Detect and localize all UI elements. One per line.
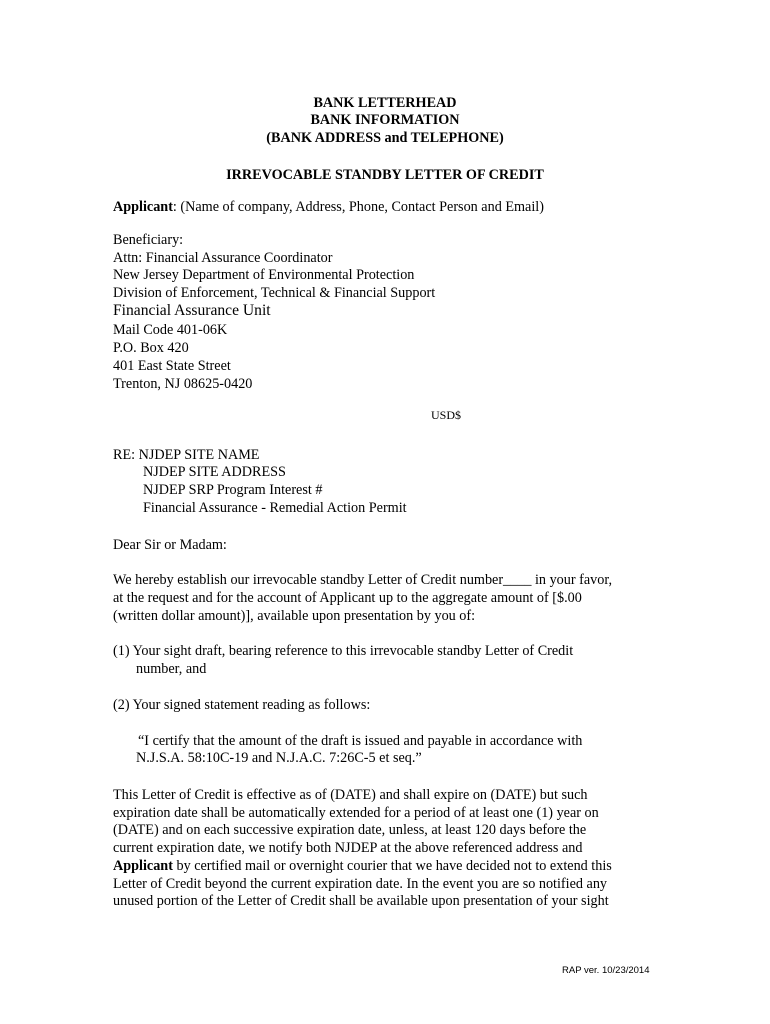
para1-line-1: We hereby establish our irrevocable standby Letter of Credit number____ in your favor, bbox=[113, 572, 613, 588]
para2-applicant-bold: Applicant bbox=[113, 858, 173, 874]
applicant-text: : (Name of company, Address, Phone, Contact Person and Email) bbox=[172, 199, 544, 215]
para2-line-1: This Letter of Credit is effective as of (DATE) and shall expire on (DATE) but such bbox=[113, 787, 588, 803]
beneficiary-unit: Financial Assurance Unit bbox=[113, 302, 271, 319]
quote-line-2: N.J.S.A. 58:10C-19 and N.J.A.C. 7:26C-5 et seq.” bbox=[136, 750, 422, 766]
re-line-4: Financial Assurance - Remedial Action Permit bbox=[143, 500, 407, 516]
para2-line-4: current expiration date, we notify both NJDEP at the above referenced address and bbox=[113, 840, 583, 856]
beneficiary-po-box: P.O. Box 420 bbox=[113, 340, 189, 356]
letterhead-line-2: BANK INFORMATION bbox=[310, 112, 460, 128]
para1-line-2: at the request and for the account of Applicant up to the aggregate amount of [$.00 bbox=[113, 590, 582, 606]
quote-line-1: “I certify that the amount of the draft is issued and payable in accordance with bbox=[138, 733, 583, 749]
item2-line-1: (2) Your signed statement reading as follows: bbox=[113, 697, 371, 713]
re-line-1: RE: NJDEP SITE NAME bbox=[113, 447, 260, 463]
item1-line-2: number, and bbox=[136, 661, 207, 677]
currency-label: USD$ bbox=[431, 408, 462, 422]
para2-line-5-rest: by certified mail or overnight courier that we have decided not to extend this bbox=[172, 858, 612, 874]
para1-line-3: (written dollar amount)], available upon presentation by you of: bbox=[113, 608, 476, 624]
beneficiary-mail-code: Mail Code 401-06K bbox=[113, 322, 228, 338]
letterhead-line-3: (BANK ADDRESS and TELEPHONE) bbox=[266, 130, 504, 146]
para2-line-2: expiration date shall be automatically extended for a period of at least one (1) year on bbox=[113, 805, 599, 821]
para2-line-7: unused portion of the Letter of Credit shall be available upon presentation of your sight bbox=[113, 893, 609, 909]
letterhead-line-1: BANK LETTERHEAD bbox=[313, 95, 457, 111]
beneficiary-dept: New Jersey Department of Environmental Protection bbox=[113, 267, 415, 283]
beneficiary-label: Beneficiary: bbox=[113, 232, 184, 248]
document-title: IRREVOCABLE STANDBY LETTER OF CREDIT bbox=[226, 167, 544, 183]
beneficiary-division: Division of Enforcement, Technical & Financial Support bbox=[113, 285, 436, 301]
re-line-3: NJDEP SRP Program Interest # bbox=[143, 482, 323, 498]
para2-line-5 bbox=[113, 857, 612, 875]
applicant-label: Applicant bbox=[113, 199, 173, 215]
version-footer: RAP ver. 10/23/2014 bbox=[562, 965, 650, 976]
re-line-2: NJDEP SITE ADDRESS bbox=[143, 464, 286, 480]
para2-line-3: (DATE) and on each successive expiration date, unless, at least 120 days before the bbox=[113, 822, 587, 838]
salutation: Dear Sir or Madam: bbox=[113, 537, 227, 553]
item1-line-1: (1) Your sight draft, bearing reference to this irrevocable standby Letter of Credit bbox=[113, 643, 574, 659]
applicant-line bbox=[113, 198, 544, 216]
beneficiary-city: Trenton, NJ 08625-0420 bbox=[113, 376, 253, 392]
para2-line-6: Letter of Credit beyond the current expiration date. In the event you are so notified any bbox=[113, 876, 608, 892]
beneficiary-attn: Attn: Financial Assurance Coordinator bbox=[113, 250, 333, 266]
beneficiary-street: 401 East State Street bbox=[113, 358, 231, 374]
